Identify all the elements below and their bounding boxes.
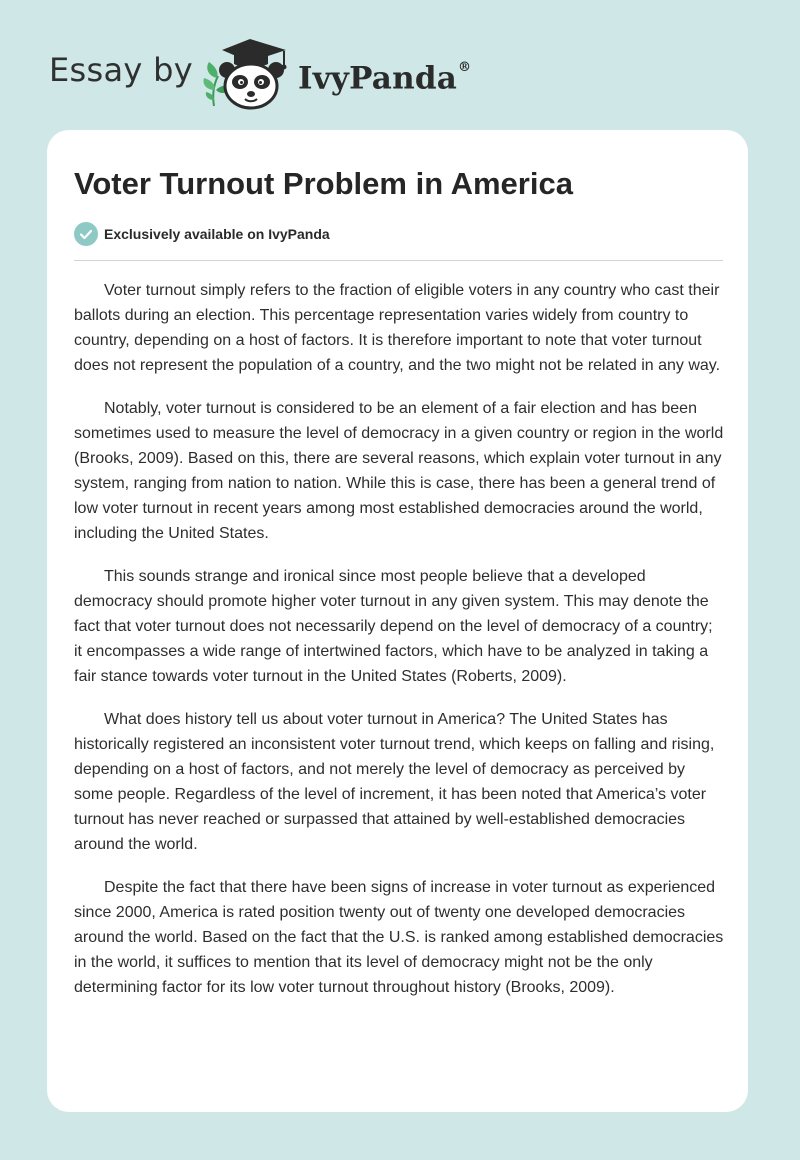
ivypanda-logo-icon[interactable] bbox=[200, 34, 296, 110]
brand-name-text: IvyPanda bbox=[298, 60, 457, 97]
essay-paragraph: What does history tell us about voter turnout in America? The United States has historically registered an inconsistent voter turnout trend, which keeps on falling and rising, depending on a host of factors, and not merely the level of democracy as perceived by some people. Regardless of the level of increment, it has been noted that America’s voter turnout has never reached or surpassed that attained by well-established democracies around the world. bbox=[74, 711, 715, 853]
title-divider bbox=[74, 260, 723, 261]
essay-card bbox=[47, 130, 748, 1112]
essay-paragraph: This sounds strange and ironical since most people believe that a developed democracy should promote higher voter turnout in any given system. This may denote the fact that voter turnout does not necessarily depend on the level of democracy of a country; it encompasses a wide range of intertwined factors, which have to be analyzed in taking a fair stance towards voter turnout in the United States (Roberts, 2009). bbox=[74, 568, 713, 685]
check-circle-icon bbox=[74, 222, 98, 246]
essay-by-label: Essay by bbox=[49, 51, 193, 89]
essay-paragraph: Notably, voter turnout is considered to be an element of a fair election and has been sometimes used to measure the level of democracy in a given country or region in the world (Brooks, 2009). Based on this, there are several reasons, which explain voter turnout in any system, ranging from nation to nation. While this is case, there has been a general trend of low voter turnout in recent years among most established democracies around the world, including the United States. bbox=[74, 400, 724, 542]
exclusive-badge-label: Exclusively available on IvyPanda bbox=[104, 226, 330, 242]
essay-paragraph: Voter turnout simply refers to the fraction of eligible voters in any country who cast their ballots during an election. This percentage representation varies widely from country to country, depending on a host of factors. It is therefore important to note that voter turnout does not represent the population of a country, and the two might not be related in any way. bbox=[74, 282, 721, 374]
site-header bbox=[0, 0, 800, 128]
essay-paragraph: Despite the fact that there have been signs of increase in voter turnout as experienced since 2000, America is rated position twenty out of twenty one developed democracies around the world. Based on the fact that the U.S. is ranked among established democracies in the world, it suffices to mention that its level of democracy might not be the only determining factor for its low voter turnout throughout history (Brooks, 2009). bbox=[74, 879, 724, 996]
exclusive-badge bbox=[74, 222, 330, 246]
brand-name[interactable] bbox=[298, 54, 471, 98]
registered-mark: ® bbox=[458, 60, 472, 75]
essay-body bbox=[74, 278, 725, 1018]
essay-title: Voter Turnout Problem in America bbox=[74, 166, 573, 201]
